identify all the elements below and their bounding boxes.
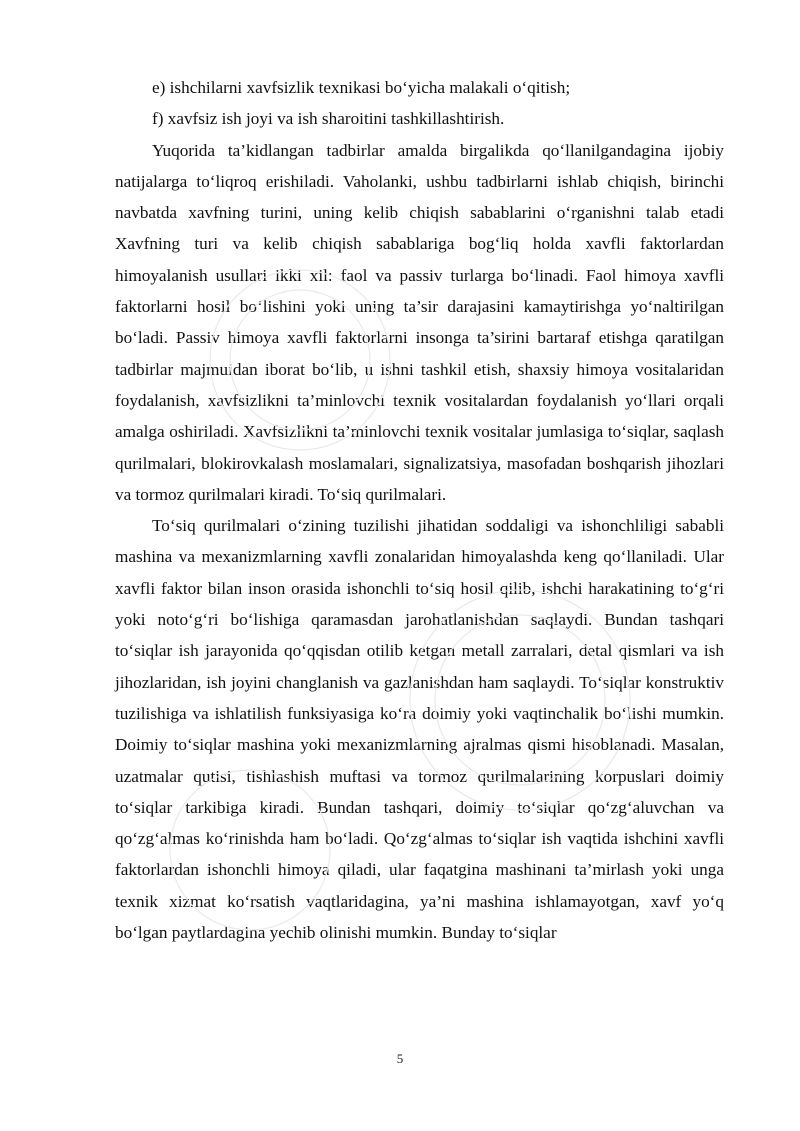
body-paragraph: To‘siq qurilmalari o‘zining tuzilishi jihatidan soddaligi va ishonchliligi sababli mashina va mexanizmlarning xavfli zonalaridan himoyalashda keng qo‘llaniladi. Ular xavfli faktor bilan inson orasida ishonchli to‘siq hosil qilib, ishchi harakatining to‘g‘ri yoki noto‘g‘ri bo‘lishiga qaramasdan jarohatlanishdan saqlaydi. Bundan tashqari to‘siqlar ish jarayonida qo‘qqisdan otilib ketgan metall zarralari, detal qismlari va ish jihozlaridan, ish joyini changlanish va gazlanishdan ham saqlaydi. To‘siqlar konstruktiv tuzilishiga va ishlatilish funksiyasiga ko‘ra doimiy yoki vaqtinchalik bo‘lishi mumkin. Doimiy to‘siqlar mashina yoki mexanizmlarning ajralmas qismi hisoblanadi. Masalan, uzatmalar qutisi, tishlashish muftasi va tormoz qurilmalarining korpuslari doimiy to‘siqlar tarkibiga kiradi. Bundan tashqari, doimiy to‘siqlar qo‘zg‘aluvchan va qo‘zg‘almas ko‘rinishda ham bo‘ladi. Qo‘zg‘almas to‘siqlar ish vaqtida ishchini xavfli faktorlardan ishonchli himoya qiladi, ular faqatgina mashinani ta’mirlash yoki unga texnik xizmat ko‘rsatish vaqtlaridagina, ya’ni mashina ishlamayotgan, xavf yo‘q bo‘lgan paytlardagina yechib olinishi mumkin. Bunday to‘siqlar	[115, 516, 724, 943]
list-item-f: f) xavfsiz ish joyi va ish sharoitini tashkillashtirish.	[152, 109, 505, 129]
list-item-e: e) ishchilarni xavfsizlik texnikasi bo‘yicha malakali o‘qitish;	[152, 78, 571, 97]
page-number: 5	[396, 1051, 404, 1066]
body-paragraph: Yuqorida ta’kidlangan tadbirlar amalda birgalikda qo‘llanilgandagina ijobiy natijalarga to‘liqroq erishiladi. Vaholanki, ushbu tadbirlarni ishlab chiqish, birinchi navbatda xavfning turini, uning kelib chiqish sabablarini o‘rganishni talab etadi Xavfning turi va kelib chiqish sabablariga bog‘liq holda xavfli faktorlardan himoyalanish usullari ikki xil: faol va passiv turlarga bo‘linadi. Faol himoya xavfli faktorlarni hosil bo‘lishini yoki uning ta’sir darajasini kamaytirishga yo‘naltirilgan bo‘ladi. Passiv himoya xavfli faktorlarni insonga ta’sirini bartaraf etishga qaratilgan tadbirlar majmuidan iborat bo‘lib, u ishni tashkil etish, shaxsiy himoya vositalaridan foydalanish, xavfsizlikni ta’minlovchi texnik vositalardan foydalanish yo‘llari orqali amalga oshiriladi. Xavfsizlikni ta’minlovchi texnik vositalar jumlasiga to‘siqlar, saqlash qurilmalari, blokirovkalash moslamalari, signalizatsiya, masofadan boshqarish jihozlari va tormoz qurilmalari kiradi. To‘siq qurilmalari.	[115, 140, 724, 504]
